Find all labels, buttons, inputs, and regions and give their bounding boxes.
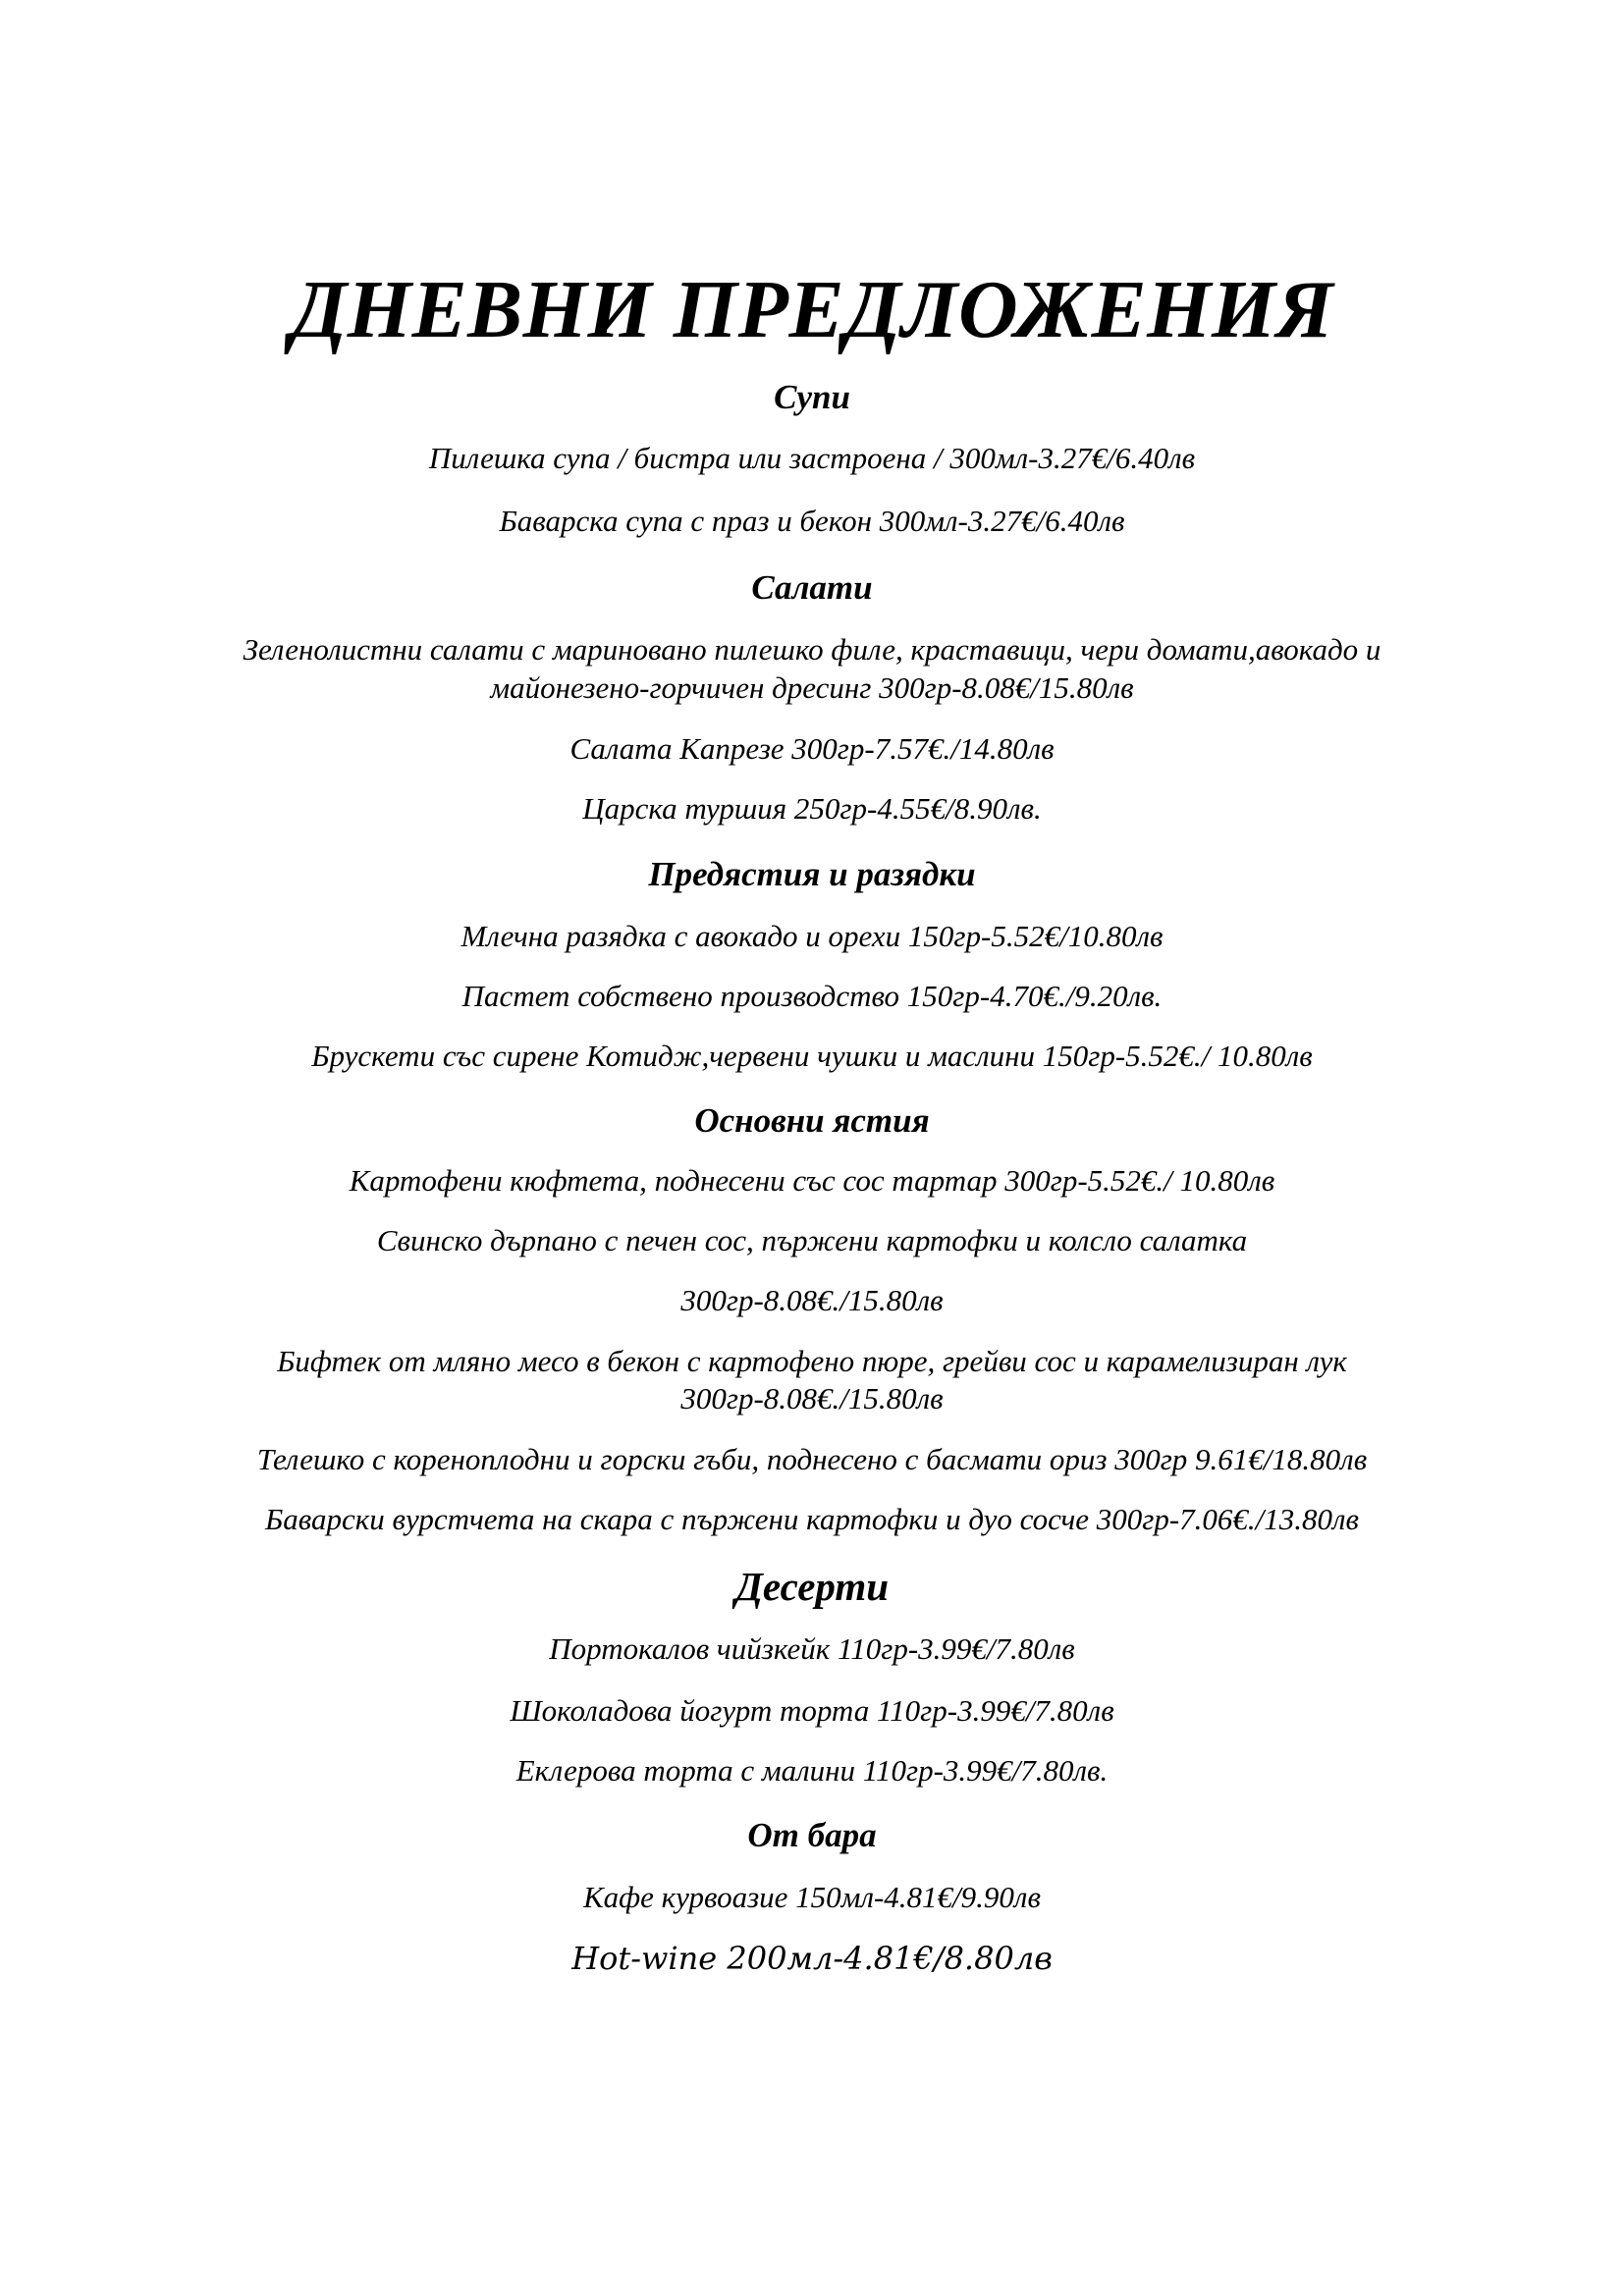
menu-item: 300гр-8.08€./15.80лв [680, 1283, 944, 1317]
menu-item: Баварски вурстчета на скара с пържени картофки и дуо сосче 300гр-7.06€./13.80лв [264, 1502, 1360, 1536]
section-heading-soups: Супи [774, 378, 850, 416]
menu-item: Портокалов чийзкейк 110гр-3.99€/7.80лв [549, 1631, 1075, 1666]
menu-item: Шоколадова йогурт торта 110гр-3.99€/7.80лв [510, 1693, 1114, 1728]
section-heading-mains: Основни ястия [694, 1101, 930, 1140]
menu-item: Телешко с кореноплодни и горски гъби, поднесено с басмати ориз 300гр 9.61€/18.80лв [256, 1442, 1368, 1476]
menu-item: Зеленолистни салати с мариновано пилешко филе, краставици, чери домати,авокадо и [243, 632, 1381, 667]
menu-item: Свинско дърпано с печен сос, пържени картофки и колсло салатка [376, 1223, 1248, 1257]
section-heading-bar: От бара [747, 1816, 877, 1854]
menu-item: Млечна разядка с авокадо и орехи 150гр-5.52€/10.80лв [460, 919, 1164, 953]
menu-item: Бифтек от мляно месо в бекон с картофено пюре, грейви сос и карамелизиран лук [277, 1344, 1347, 1378]
menu-item: Еклерова торта с малини 110гр-3.99€/7.80лв. [515, 1753, 1109, 1788]
menu-item: Баварска супа с праз и бекон 300мл-3.27€/6.40лв [499, 504, 1125, 538]
menu-item: Царска туршия 250гр-4.55€/8.90лв. [582, 791, 1042, 826]
section-heading-starters: Предястия и разядки [648, 855, 976, 893]
menu-item: Пилешка супа / бистра или застроена / 300мл-3.27€/6.40лв [428, 441, 1196, 475]
menu-item: Пастет собствено производство 150гр-4.70€./9.20лв. [461, 979, 1163, 1013]
section-heading-desserts: Десерти [734, 1564, 890, 1609]
section-heading-salads: Салати [751, 568, 873, 607]
menu-item: 300гр-8.08€./15.80лв [680, 1381, 944, 1415]
menu-item: Кафе курвоазие 150мл-4.81€/9.90лв [583, 1880, 1041, 1914]
menu-item: майонезено-горчичен дресинг 300гр-8.08€/15.80лв [490, 670, 1134, 705]
page-title: ДНЕВНИ ПРЕДЛОЖЕНИЯ [290, 264, 1334, 355]
menu-item: Брускети със сирене Котидж,червени чушки и маслини 150гр-5.52€./ 10.80лв [311, 1039, 1313, 1073]
menu-item: Картофени кюфтета, поднесени със сос тартар 300гр-5.52€./ 10.80лв [349, 1163, 1275, 1198]
menu-item: Hot-wine 200мл-4.81€/8.80лв [571, 1940, 1053, 1977]
menu-item: Салата Капрезе 300гр-7.57€./14.80лв [569, 731, 1055, 766]
